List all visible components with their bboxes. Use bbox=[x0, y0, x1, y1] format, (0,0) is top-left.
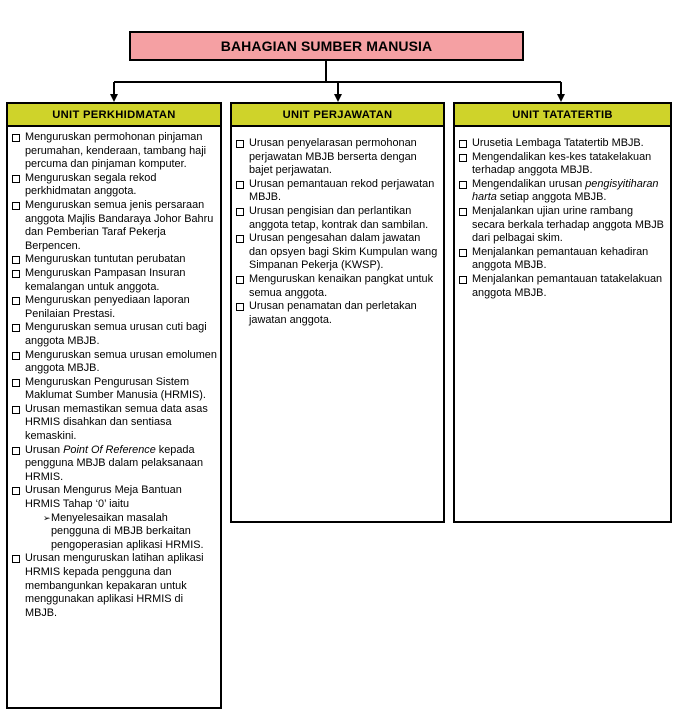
list-item-text: Urusan Mengurus Meja Bantuan HRMIS Tahap ‘0’ iaitu bbox=[25, 484, 182, 511]
checkbox-bullet-icon bbox=[12, 297, 20, 305]
checkbox-bullet-icon bbox=[459, 208, 467, 216]
list-item bbox=[12, 131, 217, 172]
list-item-text: Menjalankan ujian urine rambang secara berkala terhadap anggota MBJB dari pelbagai skim. bbox=[472, 204, 664, 245]
list-item-text-post: setiap anggota MBJB. bbox=[496, 191, 607, 204]
list-item bbox=[12, 376, 217, 403]
list-item bbox=[459, 151, 667, 178]
sub-list-item bbox=[25, 512, 217, 553]
list-item-text: Urusetia Lembaga Tatatertib MBJB. bbox=[472, 137, 644, 149]
list-item bbox=[459, 246, 667, 273]
department-title: BAHAGIAN SUMBER MANUSIA bbox=[220, 38, 433, 54]
list-item-text: Menguruskan tuntutan perubatan bbox=[25, 253, 186, 266]
checkbox-bullet-icon bbox=[236, 276, 244, 284]
list-item-text: Menguruskan semua jenis persaraan anggota Majlis Bandaraya Johor Bahru dan Pemberian Taraf Pekerja Berpencen. bbox=[25, 198, 214, 252]
list-item-text: Menjalankan pemantauan kehadiran anggota MBJB. bbox=[472, 245, 649, 272]
list-item bbox=[12, 253, 217, 267]
list-item bbox=[12, 294, 217, 321]
list-item bbox=[12, 267, 217, 294]
list-item-text-post: kepada pengguna MBJB dalam pelaksanaan HRMIS. bbox=[25, 443, 204, 483]
checkbox-bullet-icon bbox=[12, 487, 20, 495]
list-item-text: Urusan memastikan semua data asas HRMIS disahkan dan sentiasa kemaskini. bbox=[25, 402, 208, 443]
checkbox-bullet-icon bbox=[12, 447, 20, 455]
list-item-text: Menguruskan permohonan pinjaman perumahan, kenderaan, tambang haji percuma dan pinjaman komputer. bbox=[25, 131, 207, 171]
checkbox-bullet-icon bbox=[459, 276, 467, 284]
list-item-text: Urusan menguruskan latihan aplikasi HRMIS kepada pengguna dan membangunkan kepakaran untuk menggunakan aplikasi HRMIS di MBJB. bbox=[25, 552, 204, 619]
list-item bbox=[12, 349, 217, 376]
checkbox-bullet-icon bbox=[236, 208, 244, 216]
list-item-text: Menguruskan penyediaan laporan Penilaian Prestasi. bbox=[25, 294, 190, 320]
list-item bbox=[459, 273, 667, 300]
list-item-text: Urusan penamatan dan perletakan jawatan anggota. bbox=[249, 300, 417, 326]
list-item bbox=[459, 178, 667, 205]
list-item bbox=[236, 300, 440, 327]
list-item-text: Menguruskan segala rekod perkhidmatan anggota. bbox=[25, 171, 157, 198]
list-item bbox=[12, 321, 217, 348]
list-item-text: Menguruskan semua urusan emolumen anggota MBJB. bbox=[25, 348, 217, 375]
checkbox-bullet-icon bbox=[12, 406, 20, 414]
checkbox-bullet-icon bbox=[12, 324, 20, 332]
list-item-text-emphasis: pengisyitiharan harta bbox=[472, 177, 659, 204]
list-item bbox=[236, 137, 440, 178]
unit-perkhidmatan-list bbox=[8, 127, 220, 620]
checkbox-bullet-icon bbox=[236, 140, 244, 148]
checkbox-bullet-icon bbox=[12, 352, 20, 360]
checkbox-bullet-icon bbox=[12, 379, 20, 387]
checkbox-bullet-icon bbox=[12, 134, 20, 142]
checkbox-bullet-icon bbox=[459, 140, 467, 148]
list-item bbox=[459, 205, 667, 246]
list-item bbox=[12, 484, 217, 552]
list-item-text-emphasis: Point Of Reference bbox=[63, 443, 156, 456]
list-item bbox=[12, 403, 217, 444]
checkbox-bullet-icon bbox=[236, 235, 244, 243]
checkbox-bullet-icon bbox=[236, 303, 244, 311]
list-item bbox=[236, 205, 440, 232]
unit-tatatertib-list bbox=[455, 127, 670, 300]
list-item bbox=[459, 137, 667, 151]
list-item bbox=[12, 552, 217, 620]
checkbox-bullet-icon bbox=[12, 256, 20, 264]
unit-tatatertib-box bbox=[453, 102, 672, 523]
sub-list-item-text: Menyelesaikan masalah pengguna di MBJB berkaitan pengoperasian aplikasi HRMIS. bbox=[51, 511, 204, 551]
checkbox-bullet-icon bbox=[12, 175, 20, 183]
unit-perkhidmatan-box bbox=[6, 102, 222, 709]
arrow-bullet-icon: ➢ bbox=[43, 512, 51, 523]
checkbox-bullet-icon bbox=[12, 202, 20, 210]
list-item-text: Urusan penyelarasan permohonan perjawatan MBJB berserta dengan bajet perjawatan. bbox=[249, 137, 417, 177]
list-item-text: Menguruskan semua urusan cuti bagi anggota MBJB. bbox=[25, 321, 207, 347]
checkbox-bullet-icon bbox=[459, 249, 467, 257]
checkbox-bullet-icon bbox=[459, 181, 467, 189]
unit-perjawatan-title: UNIT PERJAWATAN bbox=[232, 104, 443, 127]
list-item bbox=[236, 178, 440, 205]
list-item-text: Menguruskan Pengurusan Sistem Maklumat Sumber Manusia (HRMIS). bbox=[25, 375, 206, 402]
list-item-text-pre: Mengendalikan urusan bbox=[472, 177, 586, 190]
unit-tatatertib-title: UNIT TATATERTIB bbox=[455, 104, 670, 127]
list-item-text: Urusan pengesahan dalam jawatan dan opsyen bagi Skim Kumpulan wang Simpanan Pekerja (KWSP). bbox=[249, 232, 438, 272]
unit-perkhidmatan-title: UNIT PERKHIDMATAN bbox=[8, 104, 220, 127]
list-item-text: Menjalankan pemantauan tatakelakuan anggota MBJB. bbox=[472, 272, 663, 299]
list-item-text: Urusan pemantauan rekod perjawatan MBJB. bbox=[249, 177, 435, 204]
unit-perjawatan-list bbox=[232, 127, 443, 327]
list-item bbox=[12, 172, 217, 199]
list-item bbox=[12, 444, 217, 485]
list-item-text: Mengendalikan kes-kes tatakelakuan terhadap anggota MBJB. bbox=[472, 150, 652, 177]
list-item-text-pre: Urusan bbox=[25, 443, 64, 456]
checkbox-bullet-icon bbox=[236, 181, 244, 189]
checkbox-bullet-icon bbox=[12, 555, 20, 563]
list-item bbox=[12, 199, 217, 253]
checkbox-bullet-icon bbox=[459, 154, 467, 162]
list-item bbox=[236, 232, 440, 273]
list-item-text: Urusan pengisian dan perlantikan anggota tetap, kontrak dan sambilan. bbox=[249, 204, 429, 231]
list-item bbox=[236, 273, 440, 300]
unit-perjawatan-box bbox=[230, 102, 445, 523]
list-item-text: Menguruskan kenaikan pangkat untuk semua anggota. bbox=[249, 272, 434, 299]
list-item-text: Menguruskan Pampasan Insuran kemalangan untuk anggota. bbox=[25, 266, 186, 293]
checkbox-bullet-icon bbox=[12, 270, 20, 278]
